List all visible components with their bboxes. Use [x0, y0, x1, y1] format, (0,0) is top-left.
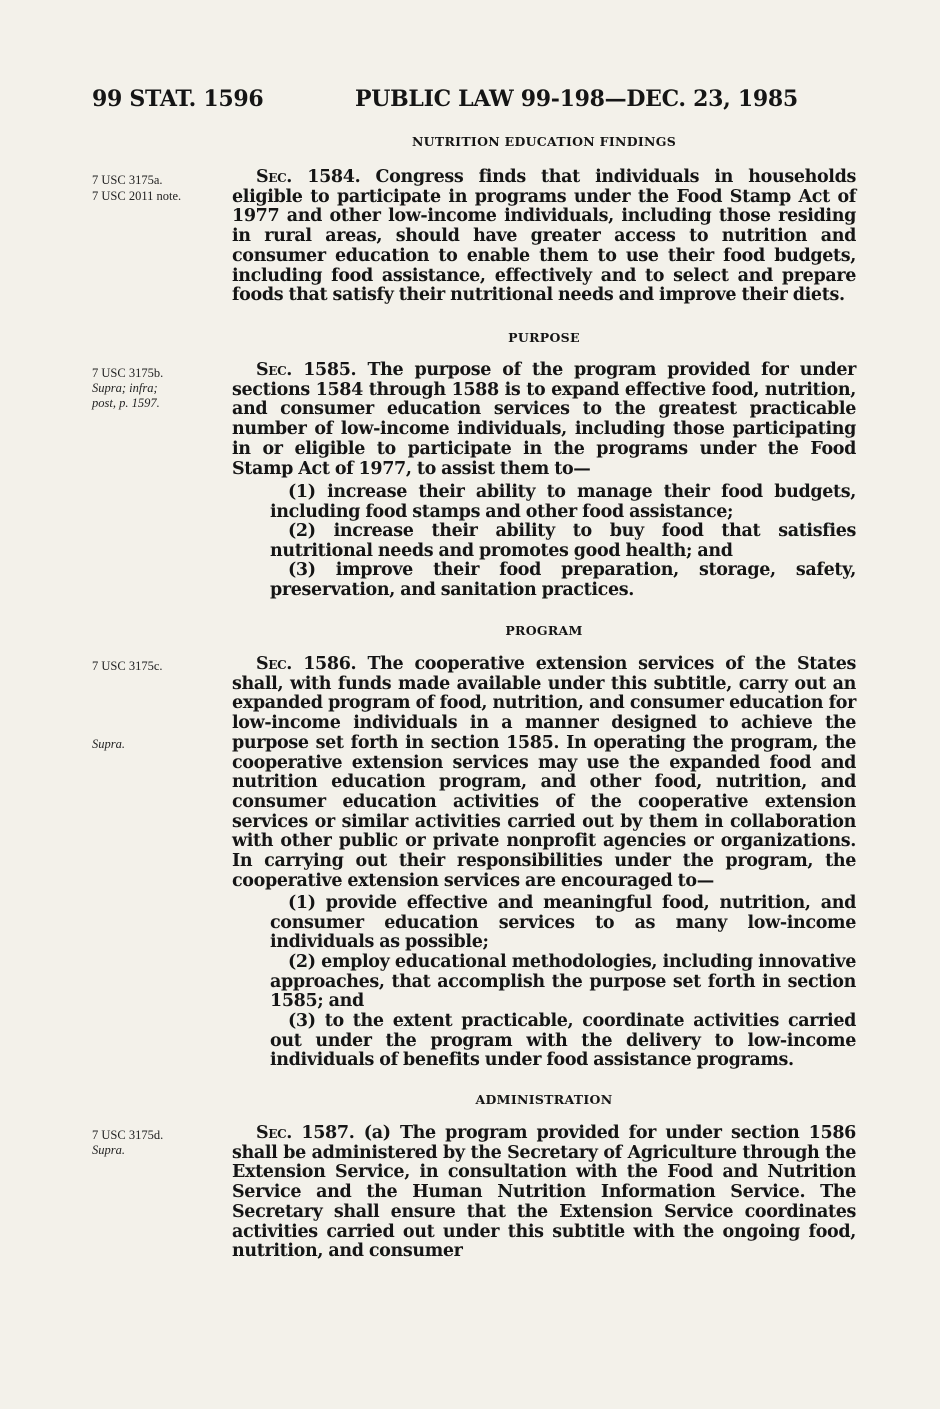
- margin-note-usc: 7 USC 3175d.: [92, 1128, 164, 1142]
- section-heading-findings: NUTRITION EDUCATION FINDINGS: [411, 134, 677, 149]
- list-item: (1) provide effective and meaningful food, nutrition, and consumer education services to as many low-income individuals as possible;: [270, 893, 856, 953]
- page-law-title: PUBLIC LAW 99-198—DEC. 23, 1985: [355, 86, 798, 112]
- section-heading-purpose: PURPOSE: [508, 330, 580, 345]
- list-item: (2) increase their ability to buy food that satisfies nutritional needs and promotes good health; and: [270, 521, 856, 561]
- list-item: (2) employ educational methodologies, including innovative approaches, that accomplish the purpose set forth in section 1585; and: [270, 952, 856, 1012]
- section-1587-text: Sec. 1587. (a) The program provided for under section 1586 shall be administered by the Secretary of Agriculture through the Extension Service, in consultation with the Food and Nutrition Service and the Human Nutrition Information Service. The Secretary shall ensure that the Extension Service coordinates activities carried out under this subtitle with the ongoing food, nutrition, and consumer: [232, 1123, 856, 1262]
- margin-note-reference: Supra.: [92, 1143, 125, 1157]
- margin-note-usc: 7 USC 3175a.: [92, 173, 163, 187]
- section-1585-text: Sec. 1585. The purpose of the program provided for under sections 1584 through 1588 is to expand effective food, nutrition, and consumer education services to the greatest practicable number of low-income individuals, including those participating in or eligible to participate in the programs under the Food Stamp Act of 1977, to assist them to—: [232, 360, 856, 479]
- margin-note-reference: Supra; infra;: [92, 381, 158, 395]
- sec-label: Sec.: [256, 654, 293, 674]
- sec-label: Sec.: [256, 167, 293, 187]
- list-item: (3) to the extent practicable, coordinate activities carried out under the program with the delivery to low-income individuals of benefits under food assistance programs.: [270, 1011, 856, 1071]
- margin-note-usc: 7 USC 3175c.: [92, 659, 163, 673]
- page-stat-citation: 99 STAT. 1596: [92, 86, 264, 112]
- margin-note-reference: post, p. 1597.: [92, 396, 160, 410]
- section-heading-administration: ADMINISTRATION: [475, 1092, 613, 1107]
- margin-note-reference: Supra.: [92, 737, 125, 751]
- section-1586-text: Sec. 1586. The cooperative extension services of the States shall, with funds made available under this subtitle, carry out an expanded program of food, nutrition, and consumer education for low-income individuals in a manner designed to achieve the purpose set forth in section 1585. In operating the program, the cooperative extension services may use the expanded food and nutrition education program, and other food, nutrition, and consumer education activities of the cooperative extension services or similar activities carried out by them in collaboration with other public or private nonprofit agencies or organizations. In carrying out their responsibilities under the program, the cooperative extension services are encouraged to—: [232, 654, 856, 891]
- list-item: (1) increase their ability to manage their food budgets, including food stamps and other food assistance;: [270, 482, 856, 522]
- margin-note-usc: 7 USC 3175b.: [92, 366, 164, 380]
- sec-label: Sec.: [256, 360, 293, 380]
- sec-label: Sec.: [256, 1123, 293, 1143]
- margin-note-usc: 7 USC 2011 note.: [92, 189, 182, 203]
- list-item: (3) improve their food preparation, storage, safety, preservation, and sanitation practices.: [270, 560, 856, 600]
- section-1584-text: Sec. 1584. Congress finds that individuals in households eligible to participate in programs under the Food Stamp Act of 1977 and other low-income individuals, including those residing in rural areas, should have greater access to nutrition and consumer education to enable them to use their food budgets, including food assistance, effectively and to select and prepare foods that satisfy their nutritional needs and improve their diets.: [232, 167, 856, 306]
- section-heading-program: PROGRAM: [505, 623, 583, 638]
